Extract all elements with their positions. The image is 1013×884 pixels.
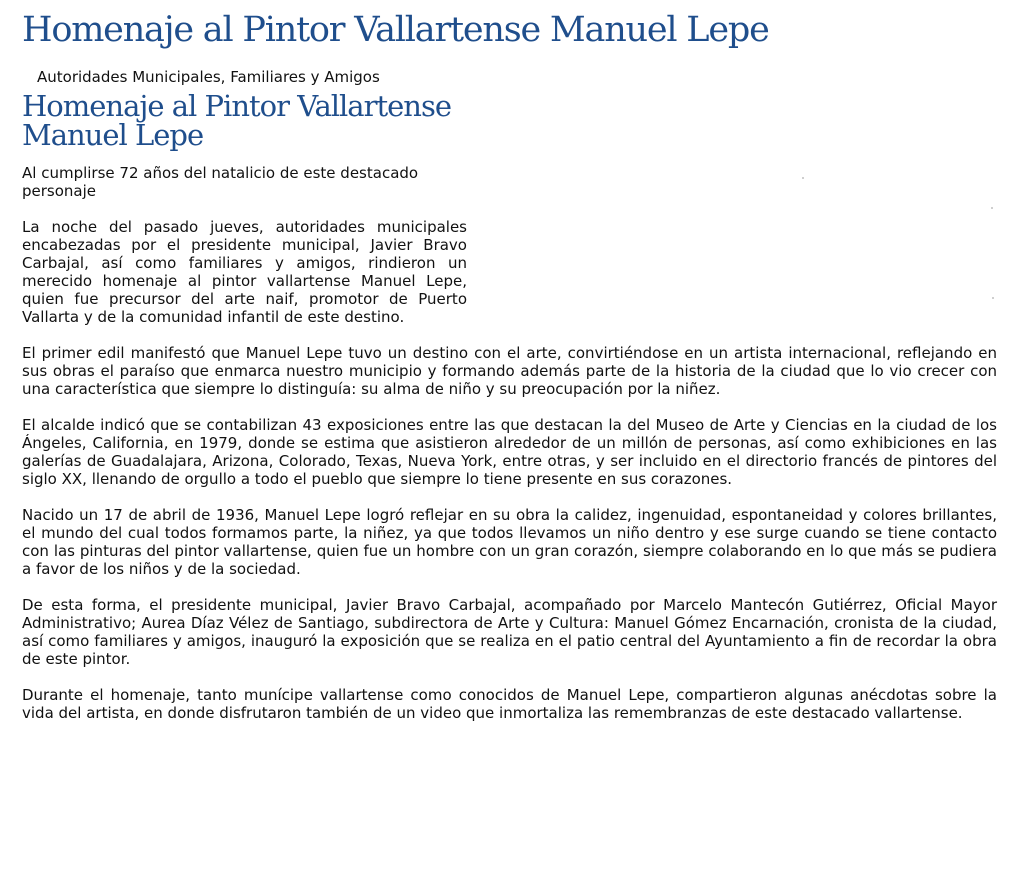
paragraph-2: El primer edil manifestó que Manuel Lepe tuvo un destino con el arte, convirtiéndose en un artista internacional, reflejando en sus obras el paraíso que enmarca nuestro municipio y formando además parte de la historia de la ciudad que lo vio crecer con una característica que siempre lo distinguía: su alma de niño y su preocupación por la niñez. (22, 344, 997, 398)
page-title: Homenaje al Pintor Vallartense Manuel Lepe (22, 10, 769, 50)
article-title: Homenaje al Pintor Vallartense Manuel Lepe (22, 89, 452, 152)
article-lead: Al cumplirse 72 años del natalicio de este destacado personaje (22, 164, 419, 200)
image-artifact (991, 207, 993, 209)
image-placeholder (467, 218, 997, 318)
subheading: Autoridades Municipales, Familiares y Amigos (37, 68, 380, 86)
paragraph-6: Durante el homenaje, tanto munícipe vallartense como conocidos de Manuel Lepe, compartieron algunas anécdotas sobre la vida del artista, en donde disfrutaron también de un video que inmortaliza las remembranzas de este destacado vallartense. (22, 686, 997, 722)
paragraph-1: La noche del pasado jueves, autoridades municipales encabezadas por el presidente municipal, Javier Bravo Carbajal, así como familiares y amigos, rindieron un merecido homenaje al pintor vallartense Manuel Lepe, quien fue precursor del arte naif, promotor de Puerto Vallarta y de la comunidad infantil de este destino. (22, 218, 467, 326)
image-artifact (992, 297, 994, 299)
paragraph-3: El alcalde indicó que se contabilizan 43 exposiciones entre las que destacan la del Museo de Arte y Ciencias en la ciudad de los Ángeles, California, en 1979, donde se estima que asistieron alrededor de un millón de personas, así como exhibiciones en las galerías de Guadalajara, Arizona, Colorado, Texas, Nueva York, entre otras, y ser incluido en el directorio francés de pintores del siglo XX, llenando de orgullo a todo el pueblo que siempre lo tiene presente en sus corazones. (22, 416, 997, 488)
paragraph-4: Nacido un 17 de abril de 1936, Manuel Lepe logró reflejar en su obra la calidez, ingenuidad, espontaneidad y colores brillantes, el mundo del cual todos formamos parte, la niñez, ya que todos llevamos un niño dentro y ese surge cuando se tiene contacto con las pinturas del pintor vallartense, quien fue un hombre con un gran corazón, siempre colaborando en lo que más se pudiera a favor de los niños y de la sociedad. (22, 506, 997, 578)
article-body (22, 218, 997, 740)
paragraph-5: De esta forma, el presidente municipal, Javier Bravo Carbajal, acompañado por Marcelo Mantecón Gutiérrez, Oficial Mayor Administrativo; Aurea Díaz Vélez de Santiago, subdirectora de Arte y Cultura: Manuel Gómez Encarnación, cronista de la ciudad, así como familiares y amigos, inauguró la exposición que se realiza en el patio central del Ayuntamiento a fin de recordar la obra de este pintor. (22, 596, 997, 668)
image-artifact (802, 177, 804, 179)
